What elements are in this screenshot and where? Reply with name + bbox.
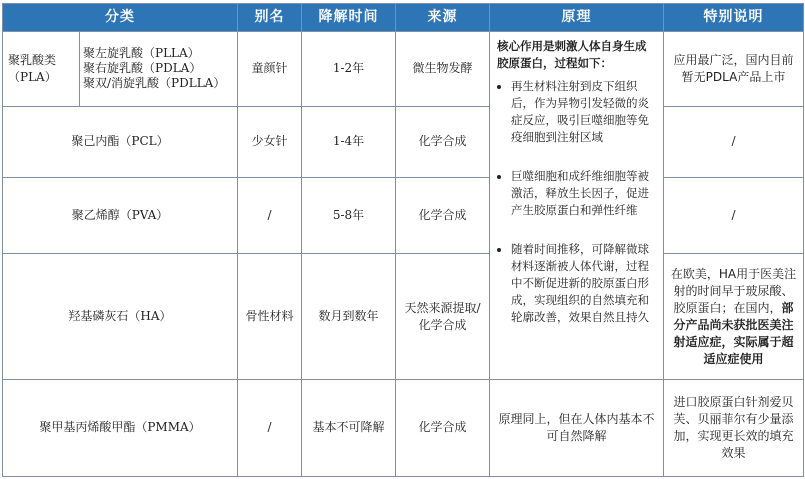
note-text: 在欧美，HA用于医美注射的时间早于玻尿酸、胶原蛋白；在国内， — [670, 266, 797, 315]
table-row — [3, 32, 804, 107]
table-row — [3, 177, 804, 254]
note-emphasis: 部分产品尚未获批医美注射适应症，实际属于超适应症使用 — [673, 300, 794, 366]
category-cell: 羟基磷灰石（HA） — [3, 254, 238, 379]
principle-cell: 原理同上，但在人体内基本不可自然降解 — [490, 379, 664, 476]
header-category: 分类 — [3, 4, 238, 32]
category-cell: 聚甲基丙烯酸甲酯（PMMA） — [3, 379, 238, 476]
alias-cell: / — [238, 379, 302, 476]
table-row — [3, 106, 804, 177]
source-cell: 化学合成 — [396, 379, 490, 476]
degradation-cell: 5-8年 — [302, 177, 396, 254]
principle-bullet: • 巨噬细胞和成纤维细胞等被激活，释放生长因子，促进产生胶原蛋白和弹性纤维 — [511, 168, 656, 219]
degradation-cell: 数月到数年 — [302, 254, 396, 379]
alias-cell: 少女针 — [238, 106, 302, 177]
subtype-cell — [80, 32, 238, 107]
header-row — [3, 4, 804, 32]
degradation-cell: 1-2年 — [302, 32, 396, 107]
degradation-cell: 基本不可降解 — [302, 379, 396, 476]
subtype-item: 聚双/消旋乳酸（PDLLA） — [83, 76, 226, 91]
note-cell: / — [664, 106, 804, 177]
materials-table — [2, 3, 804, 477]
subtype-item: 聚右旋乳酸（PDLA） — [83, 61, 202, 76]
table-row — [3, 379, 804, 476]
source-cell: 微生物发酵 — [396, 32, 490, 107]
principle-cell — [490, 32, 664, 380]
note-cell: 应用最广泛，国内目前暂无PDLA产品上市 — [664, 32, 804, 107]
category-cell: 聚乙烯醇（PVA） — [3, 177, 238, 254]
principle-core: 核心作用是刺激人体自身生成胶原蛋白，过程如下： — [497, 39, 647, 70]
header-principle: 原理 — [490, 4, 664, 32]
principle-bullet: • 再生材料注射到皮下组织后，作为异物引发轻微的炎症反应，吸引巨噬细胞等免疫细胞到注射区域 — [511, 78, 656, 146]
note-cell: / — [664, 177, 804, 254]
header-alias: 别名 — [238, 4, 302, 32]
category-cell: 聚己内酯（PCL） — [3, 106, 238, 177]
degradation-cell: 1-4年 — [302, 106, 396, 177]
table-row — [3, 254, 804, 379]
header-degradation: 降解时间 — [302, 4, 396, 32]
category-cell: 聚乳酸类（PLA） — [3, 32, 80, 107]
alias-cell: / — [238, 177, 302, 254]
source-cell: 化学合成 — [396, 177, 490, 254]
subtype-item: 聚左旋乳酸（PLLA） — [83, 46, 200, 61]
alias-cell: 童颜针 — [238, 32, 302, 107]
source-cell: 化学合成 — [396, 106, 490, 177]
header-source: 来源 — [396, 4, 490, 32]
note-cell: 进口胶原蛋白针剂爱贝芙、贝丽菲尔有少量添加，实现更长效的填充效果 — [664, 379, 804, 476]
principle-bullet: • 随着时间推移，可降解微球材料逐渐被人体代谢，过程中不断促进新的胶原蛋白形成，实现组织的自然填充和轮廓改善，效果自然且持久 — [511, 241, 656, 326]
note-cell — [664, 254, 804, 379]
source-cell: 天然来源提取/化学合成 — [396, 254, 490, 379]
principle-list — [497, 78, 656, 326]
header-note: 特别说明 — [664, 4, 804, 32]
alias-cell: 骨性材料 — [238, 254, 302, 379]
